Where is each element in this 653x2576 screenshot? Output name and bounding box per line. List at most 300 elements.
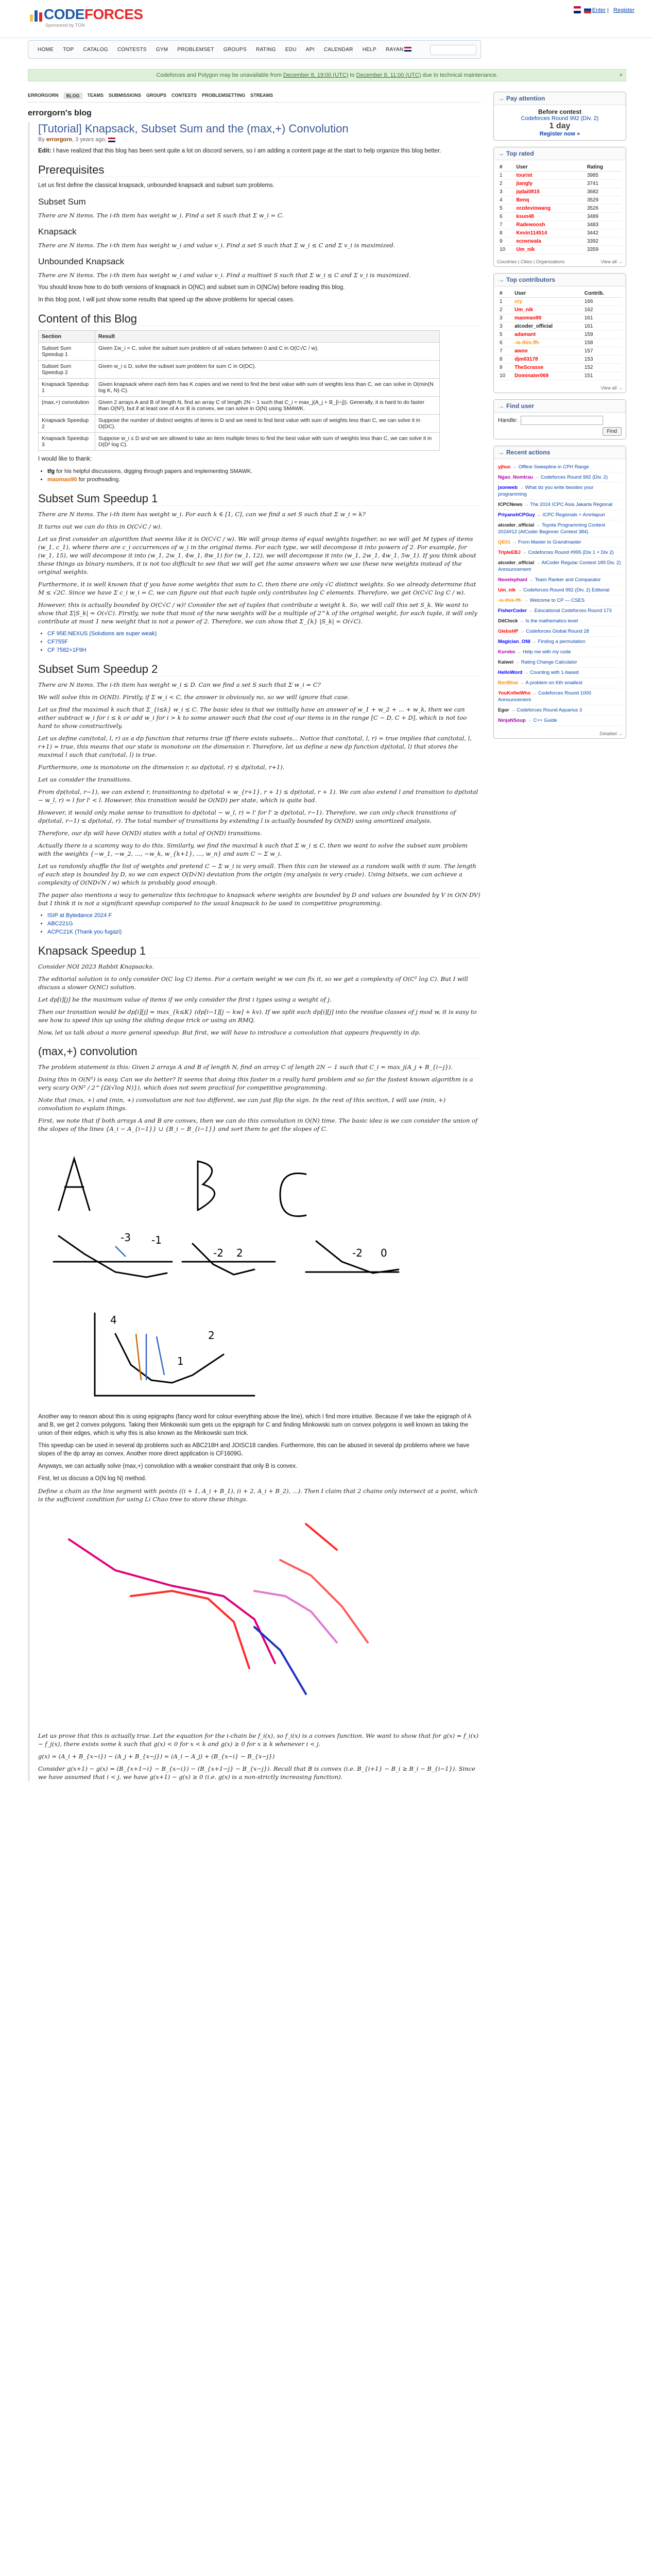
table-row	[498, 314, 622, 323]
user-link[interactable]: FisherCoder	[498, 608, 527, 614]
user-link[interactable]: Neoelephant	[498, 577, 528, 583]
table-cell: 8	[498, 229, 514, 238]
top-contrib-body	[494, 286, 626, 383]
table-cell: 6	[498, 213, 514, 221]
user-link[interactable]: Kaiwei	[498, 659, 514, 665]
user-link[interactable]: -is-this-fft-	[498, 598, 522, 603]
ssp2-p9: Therefore, our dp will have O(ND) states with a total of O(ND) transitions.	[38, 829, 262, 837]
find-user-title: Find user	[506, 402, 535, 410]
nav-rayan-label: RAYAN	[386, 46, 404, 53]
list-item	[498, 705, 622, 716]
table-cell: 10	[498, 372, 513, 380]
table-row	[498, 221, 622, 229]
table-cell: 3442	[586, 229, 622, 238]
list-item	[498, 472, 622, 483]
table-row	[498, 364, 622, 372]
recent-link[interactable]: Educational Codeforces Round 173	[534, 608, 612, 614]
knapsack-paragraph: There are N items. The i-th item has weight w_i and value v_i. Find a set S such that Σ w_i ≤ C and Σ v_i is maximized.	[38, 242, 396, 249]
problem-link[interactable]: CF 7582+1F9H	[47, 647, 87, 653]
recent-link[interactable]: Toyota Programming Contest 2024#12 (AtCoder Beginner Contest 384)	[498, 522, 605, 535]
user-link[interactable]: orzdevinwang	[514, 205, 585, 213]
table-cell: 166	[583, 298, 622, 306]
arrow-icon: →	[523, 670, 529, 675]
ssp2-p2: We will solve this in O(ND). Firstly, if Σ w_i < C, the answer is obviously no, so we will ignore that case.	[38, 693, 350, 701]
list-item	[498, 500, 622, 510]
nav-api[interactable]: API	[305, 46, 315, 53]
heading-maxplus: (max,+) convolution	[38, 1045, 481, 1059]
arrow-icon: →	[535, 560, 541, 566]
table-row	[498, 347, 622, 355]
recent-actions-box	[493, 446, 626, 739]
unbounded-paragraph: There are N items. The i-th item has weight w_i and value v_i. Find a multiset S such that Σ w_i ≤ C and Σ v_i is maximized.	[38, 272, 411, 279]
arrow-icon: →	[531, 639, 537, 645]
ssp2-problem-list	[47, 911, 481, 936]
heading-ssp2: Subset Sum Speedup 2	[38, 663, 481, 676]
user-link[interactable]: Magician_ONI	[498, 639, 530, 645]
contest-name[interactable]: Codeforces Round 992 (Div. 2)	[521, 115, 599, 122]
user-link[interactable]: Benq	[514, 196, 585, 205]
col-rank: #	[498, 163, 514, 172]
blog-post	[28, 122, 481, 1781]
tab-blog[interactable]: BLOG	[64, 93, 82, 99]
arrow-icon: →	[512, 464, 517, 470]
recent-link[interactable]: AtCoder Regular Contest 189 Div. 2) Announcement	[498, 560, 621, 572]
recent-link[interactable]: Codeforces Round 1000 Announcement	[498, 690, 591, 703]
recent-link[interactable]: Offline Sweepline in CPH Range	[518, 464, 589, 470]
recent-link[interactable]: Counting with 1-based	[530, 670, 579, 675]
main-nav	[28, 40, 481, 59]
recent-link[interactable]: ICPC Regionals + Amritapuri	[542, 512, 605, 518]
find-button[interactable]: Find	[603, 427, 622, 436]
list-item	[498, 716, 622, 726]
user-link[interactable]: Radewoosh	[514, 221, 585, 229]
table-cell: 7	[498, 347, 513, 355]
user-link[interactable]: QE01	[498, 539, 511, 545]
table-cell: Given Σw_i = C, solve the subset sum problem of all values between 0 and C in O(C√C / w).	[95, 343, 440, 361]
list-item	[498, 558, 622, 575]
ssp2-p4: Let us define can(total, l, r) as a dp function that returns true iff there exists subsets... Notice that can(total, l, r) = true implies that can(total, l, r+1) = true, this means that our state is monotone on the dimension r. Therefore, let us define a new dp function dp(total, l) that stores the maximal l such that can(total, l) is true.	[38, 735, 472, 758]
problem-link[interactable]: ABC221G	[47, 921, 73, 927]
codeforces-logo[interactable]	[30, 6, 143, 28]
edit-note	[38, 147, 481, 155]
view-all-link[interactable]: View all →	[600, 259, 623, 264]
ssp1-p3: Let us first consider an algorithm that seems like it is O(C√C / w). We will group items of equal weights together, so we will get M types of items (w_1, c_1), where there are c_i occurrences of w_i in the original items. For each type, we will decompose it into powers of 2. For example, for (w_1, 15), we will decompose it into (w_1, 2w_1, 4w_1, 8w_1) for (w_1, 12), we will decompose it into (w_1, 2w_1, 4w_1, 5w_1). If you think about these things as binary numbers, it is not too difficult to see that we will get the same answers when we use these new weights instead of the original weights.	[38, 535, 476, 575]
user-link[interactable]: ICPCNews	[498, 502, 523, 507]
arrow-icon: →	[522, 550, 527, 555]
arrow-icon: →	[517, 587, 522, 593]
ssp2-p5: Furthermore, one is monotone on the dimension r, so dp(total, r) ≤ dp(total, r+1).	[38, 764, 285, 771]
nav-rayan[interactable]	[386, 47, 411, 53]
list-item	[498, 616, 622, 626]
user-link[interactable]: jsonweb	[498, 485, 518, 490]
problem-link[interactable]: CF 95E:NEXUS (Solutions are super weak)	[47, 631, 157, 637]
user-link[interactable]: ecnerwala	[514, 238, 585, 246]
detailed-link[interactable]: Detailed →	[599, 731, 623, 736]
countries-link[interactable]: Countries | Cities | Organizations	[497, 259, 565, 264]
table-header	[498, 163, 622, 172]
logo-sponsor: Sponsored by TON	[45, 23, 85, 28]
view-all-link[interactable]: View all →	[600, 385, 623, 391]
problem-link[interactable]: CF755F	[47, 639, 68, 645]
list-item	[498, 626, 622, 637]
table-row	[39, 415, 440, 433]
nav-home[interactable]: HOME	[38, 46, 54, 53]
table-cell: 3	[498, 188, 514, 196]
flag-icon	[108, 138, 115, 142]
ssp2-p12: The paper also mentions a way to generalize this technique to knapsack where weights are bounded by D and values are bounded by V in O(N·DV) but I think it is not a significant speedup compared to the usual knapsack to be used in competitive programming.	[38, 891, 480, 907]
list-item	[498, 548, 622, 558]
alert-text-a: Codeforces and Polygon may be unavailable from	[156, 72, 283, 78]
nav-gym[interactable]: GYM	[156, 46, 168, 53]
top-rated-body	[494, 160, 626, 257]
register-link[interactable]: Register	[613, 7, 634, 13]
list-item[interactable]	[47, 928, 481, 936]
list-item[interactable]	[47, 920, 481, 928]
recent-link[interactable]: Codeforces Round 992 (Div. 2) Editorial	[523, 587, 610, 593]
table-cell: 3741	[586, 180, 622, 188]
table-cell: 6	[498, 339, 513, 347]
table-cell: 8	[498, 355, 513, 364]
list-item	[498, 637, 622, 647]
user-link[interactable]: TheScrasse	[513, 364, 583, 372]
table-cell: 1	[498, 172, 514, 180]
recent-actions-list	[494, 459, 626, 729]
ssp1-p1: There are N items. The i-th item has weight w_i. For each k ∈ [1, C], can we find a set S such that Σ w_i = k?	[38, 511, 366, 518]
find-user-box	[493, 399, 626, 439]
header	[0, 0, 653, 38]
arrow-icon: →	[531, 690, 537, 696]
sketch-label: 2	[208, 1329, 215, 1342]
user-link[interactable]: Dominater069	[513, 372, 583, 380]
tab-groups[interactable]: GROUPS	[146, 93, 167, 98]
recent-link[interactable]: What do you write besides your programming	[498, 485, 594, 497]
arrow-icon: →	[498, 276, 504, 283]
handle-input[interactable]	[521, 416, 603, 425]
arrow-icon: →	[536, 512, 541, 518]
arrow-icon: →	[516, 649, 522, 655]
maxplus-p8: First, let us discuss a O(N log N) method.	[38, 1476, 147, 1482]
thanks-list	[47, 467, 481, 484]
user-link[interactable]: Um_nik	[513, 306, 583, 314]
box-header	[494, 147, 626, 160]
alert-link-end[interactable]: December 8, 11:00 (UTC)	[356, 72, 421, 78]
nav-help[interactable]: HELP	[362, 46, 377, 53]
user-link[interactable]: DitClock	[498, 618, 518, 624]
top-contributors-box	[493, 273, 626, 393]
user-link-maomao90[interactable]: maomao90	[47, 477, 77, 483]
top-contrib-title: Top contributors	[506, 276, 556, 283]
recent-link[interactable]: Codeforces Round #995 (Div 1 + Div 2)	[528, 550, 614, 555]
table-cell: 9	[498, 238, 514, 246]
table-cell: Subset Sum Speedup 2	[39, 361, 95, 379]
user-link[interactable]: Um_nik	[514, 246, 585, 254]
ssp1-p5: However, this is actually bounded by O(C√C / w)! Consider the set of tuples that contribute a weight k. So, we will call this set S_k. We want to show that Σ|S_k| = O(√C). Firstly, we note that most of the new weights will be a multiple of 2^k of the original weight, for each tuple, it will only contribute at most 1 new weight that is not a power of 2. Therefore, we can show that Σ_{k} |S_k| = O(√C).	[38, 601, 477, 625]
flag-en-icon[interactable]	[574, 6, 581, 13]
user-link[interactable]: HelloWord	[498, 670, 523, 675]
nav-problemset[interactable]: PROBLEMSET	[177, 46, 214, 53]
table-cell: 2	[498, 180, 514, 188]
user-link[interactable]: YouKn0wWho	[498, 690, 531, 696]
edit-text: I have realized that this blog has been sent quite a lot on discord servers, so I am adding a content page at the start to help organize this blog better.	[51, 148, 441, 154]
problem-link[interactable]: ISIP at Bytedance 2024 F	[47, 912, 112, 919]
arrow-icon: →	[498, 150, 504, 157]
user-link-tfg[interactable]: tfg	[47, 468, 55, 474]
author-link[interactable]: errorgorn	[46, 137, 73, 143]
thanks-2-text: for proofreading.	[77, 477, 121, 483]
box-header	[494, 274, 626, 286]
table-cell: 158	[583, 339, 622, 347]
close-icon[interactable]: ×	[619, 72, 623, 78]
ssp2-p10: Actually there is a scammy way to do this. Similarly, we find the maximal k such that Σ w_i ≤ C, then we want to solve the subset sum problem with the weights {−w_1, −w_2, ..., −w_k, w_{k+1}, ..., w_n} and sum C − Σ w_i.	[38, 842, 468, 857]
problem-link[interactable]: ACPC21K (Thank you fugazi)	[47, 929, 122, 935]
top-rated-title: Top rated	[506, 150, 534, 157]
list-item[interactable]	[47, 630, 481, 638]
table-row	[39, 361, 440, 379]
table-cell: Given w_i ≤ D, solve the subset sum problem for sum C in O(DC).	[95, 361, 440, 379]
tab-teams[interactable]: TEAMS	[87, 93, 104, 98]
col-contrib: Contrib.	[583, 290, 622, 298]
recent-link[interactable]: C++ Guide	[533, 718, 557, 723]
recent-link[interactable]: Codeforces Global Round 28	[526, 629, 589, 634]
ssp1-problem-list	[47, 630, 481, 654]
post-title[interactable]: [Tutorial] Knapsack, Subset Sum and the (max,+) Convolution	[38, 122, 349, 135]
recent-actions-title: Recent actions	[506, 449, 551, 456]
table-cell: Suppose the number of distinct weights of items is D and we need to find best value with sum of weights less than C, we can solve it in O(DC).	[95, 415, 440, 433]
box-header	[494, 400, 626, 413]
user-link[interactable]: jiangly	[514, 180, 585, 188]
list-item[interactable]	[47, 638, 481, 646]
table-row	[39, 379, 440, 397]
recent-link[interactable]: Help me with my code	[523, 649, 571, 655]
recent-link[interactable]: A problem on Kth smallest	[525, 680, 582, 686]
recent-footer	[494, 729, 626, 738]
nav-catalog[interactable]: CATALOG	[83, 46, 108, 53]
main-content	[28, 93, 481, 1785]
sketch-label: 4	[110, 1314, 117, 1326]
recent-link[interactable]: Welcome to CP — CSES	[529, 598, 585, 603]
table-cell: 3	[498, 323, 513, 331]
top-rated-table	[498, 163, 622, 254]
user-link[interactable]: NinjaNSoup	[498, 718, 526, 723]
table-cell: 157	[583, 347, 622, 355]
recent-link[interactable]: From Master to Grandmaster	[518, 539, 581, 545]
table-row	[498, 172, 622, 180]
table-cell: 5	[498, 331, 513, 339]
user-link[interactable]: GlebsHP	[498, 629, 519, 634]
table-row	[39, 397, 440, 415]
table-row	[498, 196, 622, 205]
table-row	[39, 433, 440, 451]
arrow-icon: →	[510, 707, 515, 713]
enter-link[interactable]: Enter	[592, 7, 606, 13]
heading-subset-sum: Subset Sum	[38, 197, 86, 207]
user-link[interactable]: Egor	[498, 707, 509, 713]
table-cell: 3359	[586, 246, 622, 254]
table-cell: Given knapsack where each item has K copies and we need to find the best value with sum of weights less than C, we can solve in O(min(N log K, N)·C).	[95, 379, 440, 397]
recent-link[interactable]: Rating Change Calculator	[521, 659, 577, 665]
user-link[interactable]: Um_nik	[498, 587, 516, 593]
heading-ssp1: Subset Sum Speedup 1	[38, 492, 481, 506]
list-item	[498, 606, 622, 616]
recent-link[interactable]: Team Ranker and Comparator	[535, 577, 601, 583]
logo-bars-icon	[30, 8, 42, 22]
maxplus-p12: Consider g(x+1) − g(x) = (B_{x+1−i} − B_{x−i}) − (B_{x+1−j} − B_{x−j}). Recall that B is convex (i.e. B_{i+1} − B_i ≥ B_i − B_{i−1}). Since we have assumed that i < j, we have g(x+1) − g(x) ≥ 0 (i.e. g(x) is a non-strictly increasing function).	[38, 1765, 475, 1781]
table-cell: 151	[583, 372, 622, 380]
user-link[interactable]: tourist	[514, 172, 585, 180]
pay-attention-title: Pay attention	[506, 95, 545, 102]
sketch-label: 1	[177, 1355, 184, 1367]
register-now-link[interactable]: Register now »	[539, 131, 580, 137]
blog-title: errorgorn's blog	[28, 109, 92, 117]
table-cell: Knapsack Speedup 1	[39, 379, 95, 397]
ssp2-p6: Let us consider the transitions.	[38, 776, 132, 783]
arrow-icon: →	[519, 680, 525, 686]
table-cell: Subset Sum Speedup 1	[39, 343, 95, 361]
arrow-icon: →	[535, 522, 541, 528]
top-contrib-table	[498, 290, 622, 380]
user-link[interactable]: BeriBhai	[498, 680, 519, 686]
table-row	[498, 205, 622, 213]
pay-attention-box	[493, 92, 626, 141]
table-row	[498, 372, 622, 380]
unbounded-paragraph-2: You should know how to do both versions of knapsack in O(NC) and subset sum in O(NC/w) before reading this blog.	[38, 284, 345, 291]
table-cell: 10	[498, 246, 514, 254]
arrow-icon: →	[511, 539, 517, 545]
maxplus-p10: Let us prove that this is actually true. Let the equation for the i-chain be f_i(x), so f_i(x) is a convex function. We want to show that for g(x) = f_i(x) − f_j(x), there exists some k such that g(x) < 0 for x < k and g(x) ≥ 0 for x ≥ k whenever i < j.	[38, 1732, 479, 1748]
user-link[interactable]: cry	[513, 298, 583, 306]
table-cell: 7	[498, 221, 514, 229]
recent-link[interactable]: Codeforces Round Aquarius 3	[517, 707, 582, 713]
arrow-icon: →	[524, 502, 529, 507]
user-link[interactable]: TripleEBJ	[498, 550, 521, 555]
ksp1-p3: Let dp[i][j] be the maximum value of items if we only consider the first i types using a weight of j.	[38, 996, 332, 1003]
list-item	[498, 462, 622, 472]
arrow-icon: →	[534, 474, 540, 480]
maxplus-p2: Doing this in O(N²) is easy. Can we do better? It seems that doing this faster in a really hard problem and so far the fastest known algorithm is a very scary O(N² / 2^{Ω(√log N)}), which does not seem practical for competitive programming.	[38, 1076, 473, 1091]
user-link[interactable]: atcoder_official	[513, 323, 583, 331]
auth-sep: |	[607, 7, 609, 13]
user-link[interactable]: Ngao_Nomtrau	[498, 474, 534, 480]
list-item	[498, 668, 622, 678]
unbounded-paragraph-3: In this blog post, I will just show some results that speed up the above problems for special cases.	[38, 297, 295, 303]
content-table-header	[39, 331, 440, 343]
user-link[interactable]: PriyanshCPGuy	[498, 512, 535, 518]
handle-row	[498, 416, 622, 425]
table-row	[498, 306, 622, 314]
table-row	[498, 213, 622, 221]
user-link[interactable]: maomao90	[513, 314, 583, 323]
sketch-label: -3	[121, 1231, 131, 1244]
nav-contests[interactable]: CONTESTS	[117, 46, 147, 53]
logo-wordmark: CODEFORCES	[44, 6, 143, 22]
tab-problemsetting[interactable]: PROBLEMSETTING	[202, 93, 246, 98]
handwritten-figure-chains	[38, 1509, 481, 1726]
table-cell: 3483	[586, 221, 622, 229]
table-row	[498, 180, 622, 188]
user-link[interactable]: Kevin114514	[514, 229, 585, 238]
table-cell: 3526	[586, 205, 622, 213]
table-header	[498, 290, 622, 298]
recent-link[interactable]: Is the mathematics level	[525, 618, 578, 624]
recent-link[interactable]: Codeforces Round 992 (Div. 2)	[540, 474, 608, 480]
table-row	[498, 355, 622, 364]
arrow-icon: →	[519, 618, 524, 624]
sketch-label: -2	[213, 1247, 224, 1259]
arrow-icon: →	[519, 485, 524, 490]
list-item	[498, 585, 622, 596]
maxplus-p5: Another way to reason about this is using epigraphs (fancy word for colour everything above the line), which I find more intuitive. Because if we take the epigraph of A and B, we get 2 convex polygons. Taking their Minkowski sum gets us the epigraph for C and finding Minkowski sum on convex polygons is well known as taking the union of their edges, which is why this is also known as the Minkowski sum trick.	[38, 1414, 471, 1436]
col-result: Result	[95, 331, 440, 343]
nav-groups[interactable]: GROUPS	[223, 46, 247, 53]
col-rating: Rating	[586, 163, 622, 172]
prereq-paragraph: Let us first define the classical knapsack, unbounded knapsack and subset sum problems.	[38, 182, 274, 189]
user-link[interactable]: atcoder_official	[498, 522, 535, 528]
table-row	[498, 339, 622, 347]
tab-profile[interactable]: ERRORGORN	[28, 93, 59, 98]
list-item	[498, 575, 622, 585]
table-cell: 152	[583, 364, 622, 372]
maxplus-p11: g(x) = (A_i + B_{x−i}) − (A_j + B_{x−j}) = (A_i − A_j) + (B_{x−i} − B_{x−j})	[38, 1753, 275, 1760]
nav-edu[interactable]: EDU	[285, 46, 297, 53]
user-link[interactable]: Kuroko	[498, 649, 515, 655]
subset-sum-paragraph: There are N items. The i-th item has weight w_i. Find a set S such that Σ w_i = C.	[38, 212, 284, 219]
user-link[interactable]: jqdai0815	[514, 188, 585, 196]
tab-submissions[interactable]: SUBMISSIONS	[109, 93, 142, 98]
alert-link-start[interactable]: December 8, 19:00 (UTC)	[283, 72, 349, 78]
chains-sketch	[38, 1509, 429, 1725]
sidebar	[493, 92, 626, 745]
handwritten-figure-convex-sum	[38, 1138, 481, 1408]
list-item[interactable]	[47, 646, 481, 654]
user-link[interactable]: atcoder_official	[498, 560, 535, 566]
thanks-1-text: for his helpful discussions, digging through papers and implementing SMAWK.	[55, 468, 253, 474]
heading-ksp1: Knapsack Speedup 1	[38, 944, 481, 958]
recent-link[interactable]: Finding a permutation	[538, 639, 586, 645]
table-row	[498, 246, 622, 254]
find-row	[498, 427, 622, 436]
user-link[interactable]: ksun48	[514, 213, 585, 221]
user-link[interactable]: -is-this-fft-	[513, 339, 583, 347]
list-item[interactable]	[47, 911, 481, 920]
nav-top[interactable]: TOP	[63, 46, 74, 53]
nav-calendar[interactable]: CALENDAR	[323, 46, 353, 53]
user-link[interactable]: awoo	[513, 347, 583, 355]
search-input[interactable]	[430, 45, 476, 55]
user-link[interactable]: adamant	[513, 331, 583, 339]
table-cell: 3392	[586, 238, 622, 246]
table-cell: 3985	[586, 172, 622, 180]
ssp1-p2: It turns out we can do this in O(C√C / w).	[38, 523, 162, 530]
list-item	[498, 647, 622, 657]
user-link[interactable]: djm03178	[513, 355, 583, 364]
table-cell: Given 2 arrays A and B of length N, find an array C of length 2N − 1 such that C_i = max_j(A_j + B_{i−j}). Generally, it is hard to do faster than O(N²), but if at least one of A or B is convex, we can solve in O(N) using SMAWK.	[95, 397, 440, 415]
nav-rating[interactable]: RATING	[255, 46, 276, 53]
user-link[interactable]: yjhuc	[498, 464, 511, 470]
tab-streams[interactable]: STREAMS	[250, 93, 273, 98]
tab-contests[interactable]: CONTESTS	[171, 93, 197, 98]
table-row	[498, 298, 622, 306]
auth-links	[589, 7, 634, 13]
maxplus-p4: First, we note that if both arrays A and B are convex, then we can do this convolution in O(N) time. The basic idea is we can consider the union of the slopes of the lines {A_i − A_{i−1}} ∪ {B_i − B_{i−1}} and sort them to get the slopes of C.	[38, 1117, 478, 1132]
sketch-label: 0	[381, 1247, 387, 1259]
recent-link[interactable]: The 2024 ICPC Asia Jakarta Regional	[530, 502, 613, 507]
arrow-icon: →	[498, 449, 504, 456]
col-section: Section	[39, 331, 95, 343]
sketch-label: 2	[236, 1247, 243, 1259]
alert-text-c: due to technical maintenance.	[421, 72, 498, 78]
maxplus-p7: Anyways, we can actually solve (max,+) convolution with a weaker constraint that only B is convex.	[38, 1463, 298, 1469]
table-cell: 5	[498, 205, 514, 213]
